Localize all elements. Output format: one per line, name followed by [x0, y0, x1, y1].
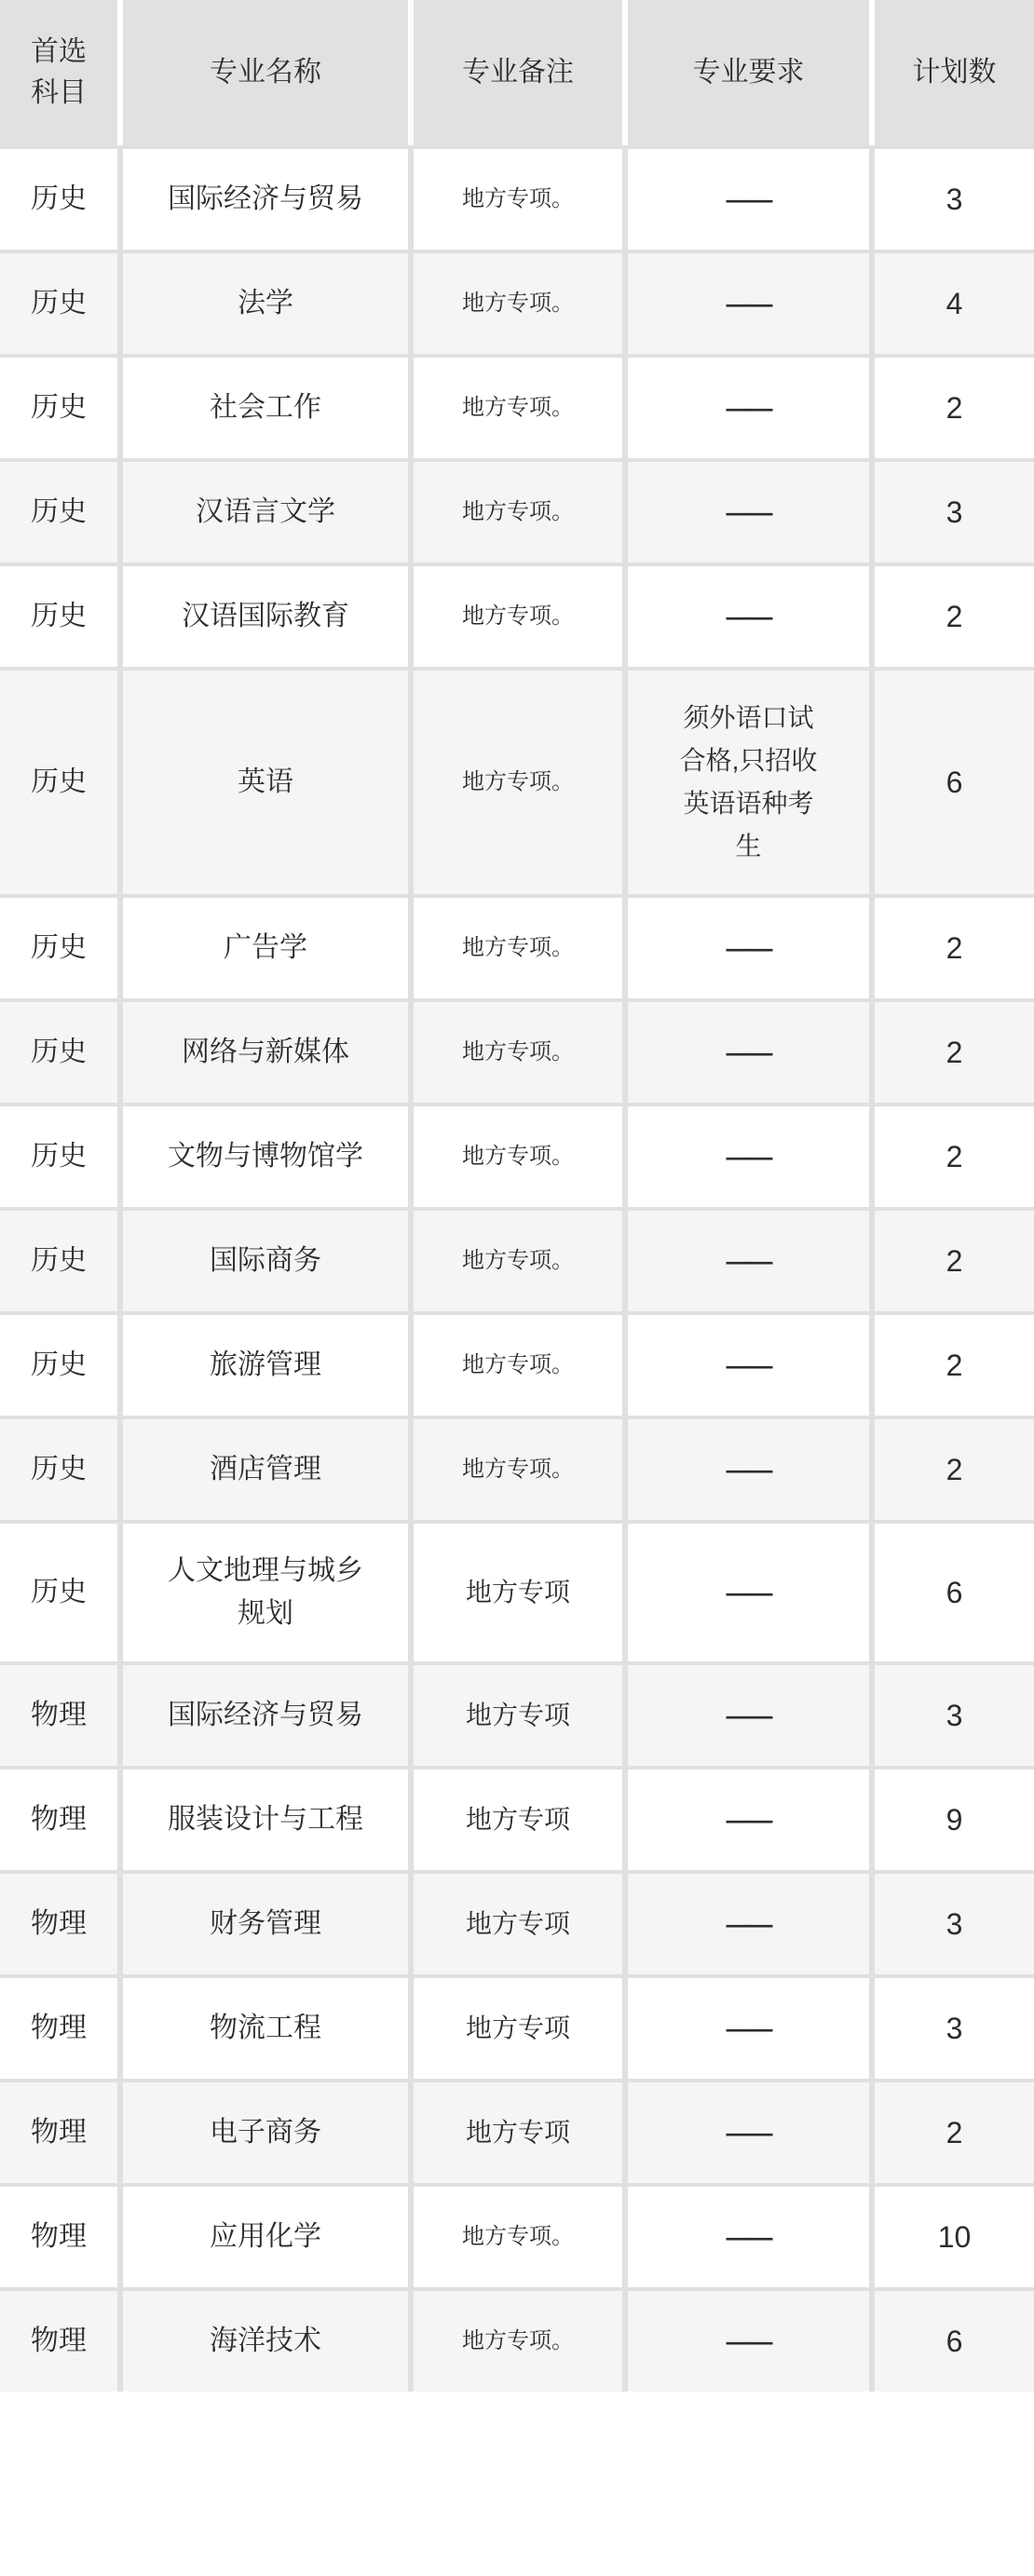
- major-text: 电子商务: [210, 2117, 321, 2148]
- table-row: [0, 358, 1034, 458]
- cell-plan-count: [875, 1769, 1034, 1870]
- remark-text: 地方专项: [465, 1578, 570, 1607]
- major-text: 网络与新媒体: [182, 1037, 349, 1067]
- cell-remark: [414, 898, 622, 998]
- subject-text: 物理: [31, 1700, 87, 1730]
- subject-text: 历史: [31, 288, 87, 319]
- cell-plan-count: [875, 566, 1034, 667]
- remark-text: 地方专项。: [462, 1039, 574, 1064]
- requirement-text: ——: [726, 1579, 771, 1607]
- cell-plan-count: [875, 1106, 1034, 1207]
- table-row: [0, 671, 1034, 894]
- major-text: 国际商务: [210, 1245, 321, 1276]
- cell-requirement: [628, 253, 869, 354]
- requirement-text: ——: [726, 290, 771, 318]
- major-text: 物流工程: [210, 2013, 321, 2043]
- table-row: [0, 1874, 1034, 1974]
- remark-text: 地方专项。: [462, 935, 574, 960]
- subject-text: 历史: [31, 1454, 87, 1485]
- cell-major: [123, 898, 408, 998]
- table-row: [0, 253, 1034, 354]
- major-text: 文物与博物馆学: [168, 1141, 363, 1172]
- cell-subject: [0, 149, 117, 250]
- major-text: 人文地理与城乡规划: [168, 1555, 363, 1629]
- cell-plan-count: [875, 1665, 1034, 1766]
- column-header-major: 专业名称: [123, 0, 408, 145]
- cell-remark: [414, 1315, 622, 1416]
- cell-major: [123, 1002, 408, 1103]
- remark-text: 地方专项。: [462, 1457, 574, 1482]
- subject-text: 历史: [31, 496, 87, 527]
- remark-text: 地方专项。: [462, 769, 574, 794]
- subject-text: 历史: [31, 932, 87, 963]
- table-row: [0, 898, 1034, 998]
- cell-major: [123, 1211, 408, 1311]
- cell-requirement: [628, 898, 869, 998]
- remark-text: 地方专项。: [462, 291, 574, 316]
- subject-text: 物理: [31, 2117, 87, 2148]
- cell-major: [123, 1315, 408, 1416]
- cell-requirement: [628, 1665, 869, 1766]
- major-text: 汉语国际教育: [182, 601, 349, 631]
- major-text: 广告学: [224, 932, 307, 963]
- cell-subject: [0, 462, 117, 563]
- requirement-text: ——: [726, 1247, 771, 1275]
- major-text: 国际经济与贸易: [168, 1700, 363, 1730]
- cell-subject: [0, 898, 117, 998]
- subject-text: 历史: [31, 766, 87, 797]
- cell-remark: [414, 1419, 622, 1520]
- table-row: [0, 1769, 1034, 1870]
- cell-remark: [414, 358, 622, 458]
- remark-text: 地方专项。: [462, 2328, 574, 2353]
- subject-text: 历史: [31, 392, 87, 423]
- cell-requirement: [628, 1211, 869, 1311]
- cell-requirement: [628, 2187, 869, 2287]
- requirement-text: ——: [726, 2014, 771, 2042]
- cell-requirement: [628, 462, 869, 563]
- table-row: [0, 462, 1034, 563]
- cell-plan-count: [875, 1419, 1034, 1520]
- major-text: 社会工作: [210, 392, 321, 423]
- subject-text: 历史: [31, 1245, 87, 1276]
- column-header-subject: 首选科目: [0, 0, 117, 145]
- plan-count-text: 2: [946, 1140, 963, 1173]
- table-row: [0, 2187, 1034, 2287]
- table-row: [0, 1524, 1034, 1661]
- requirement-text: ——: [726, 1456, 771, 1484]
- plan-count-text: 2: [946, 1036, 963, 1069]
- requirement-text: ——: [726, 1806, 771, 1834]
- cell-requirement: [628, 1002, 869, 1103]
- cell-major: [123, 1769, 408, 1870]
- cell-requirement: [628, 149, 869, 250]
- plan-count-text: 2: [946, 1453, 963, 1486]
- cell-plan-count: [875, 358, 1034, 458]
- requirement-text: ——: [726, 1910, 771, 1938]
- subject-text: 物理: [31, 2325, 87, 2356]
- cell-major: [123, 358, 408, 458]
- table-row: [0, 1978, 1034, 2079]
- cell-requirement: [628, 1419, 869, 1520]
- column-header-requirement: 专业要求: [628, 0, 869, 145]
- cell-subject: [0, 2187, 117, 2287]
- cell-remark: [414, 1524, 622, 1661]
- plan-count-text: 3: [946, 495, 963, 529]
- cell-plan-count: [875, 1524, 1034, 1661]
- cell-remark: [414, 253, 622, 354]
- table-row: [0, 1106, 1034, 1207]
- remark-text: 地方专项: [465, 2013, 570, 2042]
- cell-plan-count: [875, 1874, 1034, 1974]
- requirement-text: ——: [726, 603, 771, 630]
- cell-major: [123, 1524, 408, 1661]
- plan-count-text: 2: [946, 1244, 963, 1278]
- cell-remark: [414, 1665, 622, 1766]
- cell-subject: [0, 1769, 117, 1870]
- major-text: 服装设计与工程: [168, 1804, 363, 1835]
- cell-remark: [414, 462, 622, 563]
- cell-remark: [414, 2291, 622, 2392]
- plan-count-text: 6: [946, 2325, 963, 2358]
- plan-count-text: 2: [946, 391, 963, 425]
- subject-text: 物理: [31, 2221, 87, 2252]
- cell-remark: [414, 2082, 622, 2183]
- column-header-plan-count: 计划数: [875, 0, 1034, 145]
- cell-major: [123, 1665, 408, 1766]
- major-text: 酒店管理: [210, 1454, 321, 1485]
- plan-count-text: 3: [946, 2012, 963, 2045]
- cell-remark: [414, 149, 622, 250]
- subject-text: 历史: [31, 1577, 87, 1607]
- cell-plan-count: [875, 2082, 1034, 2183]
- subject-text: 历史: [31, 1141, 87, 1172]
- remark-text: 地方专项。: [462, 1144, 574, 1169]
- cell-subject: [0, 253, 117, 354]
- plan-count-text: 2: [946, 931, 963, 965]
- plan-count-text: 3: [946, 1907, 963, 1941]
- major-text: 法学: [238, 288, 293, 319]
- requirement-text: ——: [726, 1143, 771, 1171]
- cell-subject: [0, 358, 117, 458]
- requirement-text: ——: [726, 1702, 771, 1729]
- cell-major: [123, 1106, 408, 1207]
- cell-major: [123, 566, 408, 667]
- cell-remark: [414, 671, 622, 894]
- cell-plan-count: [875, 1211, 1034, 1311]
- plan-count-text: 10: [937, 2220, 972, 2254]
- plan-count-text: 6: [946, 1576, 963, 1609]
- cell-subject: [0, 1874, 117, 1974]
- cell-requirement: [628, 1874, 869, 1974]
- remark-text: 地方专项。: [462, 1248, 574, 1273]
- table-row: [0, 1002, 1034, 1103]
- subject-text: 物理: [31, 2013, 87, 2043]
- requirement-text: ——: [726, 1038, 771, 1066]
- table-row: [0, 149, 1034, 250]
- cell-major: [123, 671, 408, 894]
- subject-text: 历史: [31, 601, 87, 631]
- subject-text: 历史: [31, 1349, 87, 1380]
- cell-remark: [414, 1106, 622, 1207]
- subject-text: 历史: [31, 183, 87, 214]
- cell-subject: [0, 1315, 117, 1416]
- column-header-remark: 专业备注: [414, 0, 622, 145]
- cell-requirement: [628, 1769, 869, 1870]
- requirement-text: 须外语口试合格,只招收英语语种考生: [679, 703, 818, 861]
- table-row: [0, 2082, 1034, 2183]
- major-text: 旅游管理: [210, 1349, 321, 1380]
- major-text: 应用化学: [210, 2221, 321, 2252]
- cell-plan-count: [875, 1315, 1034, 1416]
- major-text: 财务管理: [210, 1908, 321, 1939]
- cell-requirement: [628, 566, 869, 667]
- cell-requirement: [628, 2082, 869, 2183]
- requirement-text: ——: [726, 2327, 771, 2355]
- requirement-text: ——: [726, 185, 771, 213]
- plan-count-text: 4: [946, 287, 963, 320]
- subject-text: 物理: [31, 1804, 87, 1835]
- cell-remark: [414, 2187, 622, 2287]
- table-header-row: [0, 0, 1034, 145]
- cell-plan-count: [875, 462, 1034, 563]
- cell-remark: [414, 1211, 622, 1311]
- plan-count-text: 2: [946, 2116, 963, 2149]
- requirement-text: ——: [726, 1351, 771, 1379]
- cell-major: [123, 2082, 408, 2183]
- cell-requirement: [628, 358, 869, 458]
- cell-plan-count: [875, 1002, 1034, 1103]
- cell-plan-count: [875, 671, 1034, 894]
- cell-major: [123, 2187, 408, 2287]
- cell-major: [123, 253, 408, 354]
- remark-text: 地方专项。: [462, 603, 574, 629]
- cell-remark: [414, 1978, 622, 2079]
- subject-text: 历史: [31, 1037, 87, 1067]
- major-text: 国际经济与贸易: [168, 183, 363, 214]
- cell-subject: [0, 2291, 117, 2392]
- requirement-text: ——: [726, 498, 771, 526]
- cell-remark: [414, 1769, 622, 1870]
- cell-major: [123, 1874, 408, 1974]
- table-row: [0, 566, 1034, 667]
- cell-subject: [0, 1106, 117, 1207]
- major-text: 英语: [238, 766, 293, 797]
- remark-text: 地方专项: [465, 1909, 570, 1938]
- cell-subject: [0, 1419, 117, 1520]
- remark-text: 地方专项: [465, 1805, 570, 1834]
- table-row: [0, 2291, 1034, 2392]
- requirement-text: ——: [726, 2119, 771, 2147]
- table-body: [0, 145, 1034, 2392]
- remark-text: 地方专项。: [462, 1352, 574, 1377]
- cell-subject: [0, 2082, 117, 2183]
- cell-major: [123, 1419, 408, 1520]
- cell-plan-count: [875, 2291, 1034, 2392]
- major-text: 海洋技术: [210, 2325, 321, 2356]
- plan-count-text: 3: [946, 1699, 963, 1732]
- cell-remark: [414, 566, 622, 667]
- cell-subject: [0, 1524, 117, 1661]
- plan-count-text: 3: [946, 183, 963, 216]
- cell-requirement: [628, 671, 869, 894]
- cell-remark: [414, 1874, 622, 1974]
- cell-subject: [0, 1002, 117, 1103]
- plan-count-text: 6: [946, 766, 963, 799]
- cell-requirement: [628, 1978, 869, 2079]
- cell-plan-count: [875, 898, 1034, 998]
- cell-subject: [0, 1665, 117, 1766]
- table-row: [0, 1665, 1034, 1766]
- remark-text: 地方专项。: [462, 2224, 574, 2249]
- table-row: [0, 1211, 1034, 1311]
- plan-count-text: 9: [946, 1803, 963, 1837]
- cell-subject: [0, 566, 117, 667]
- subject-text: 物理: [31, 1908, 87, 1939]
- cell-major: [123, 2291, 408, 2392]
- remark-text: 地方专项。: [462, 186, 574, 211]
- remark-text: 地方专项。: [462, 395, 574, 420]
- remark-text: 地方专项: [465, 2118, 570, 2147]
- cell-requirement: [628, 2291, 869, 2392]
- cell-plan-count: [875, 2187, 1034, 2287]
- remark-text: 地方专项。: [462, 499, 574, 524]
- cell-requirement: [628, 1315, 869, 1416]
- requirement-text: ——: [726, 394, 771, 422]
- cell-subject: [0, 1211, 117, 1311]
- cell-plan-count: [875, 1978, 1034, 2079]
- cell-requirement: [628, 1524, 869, 1661]
- table-row: [0, 1419, 1034, 1520]
- requirement-text: ——: [726, 2223, 771, 2251]
- cell-subject: [0, 1978, 117, 2079]
- plan-count-text: 2: [946, 600, 963, 633]
- cell-major: [123, 462, 408, 563]
- table-row: [0, 1315, 1034, 1416]
- cell-plan-count: [875, 253, 1034, 354]
- requirement-text: ——: [726, 934, 771, 962]
- major-text: 汉语言文学: [196, 496, 335, 527]
- cell-remark: [414, 1002, 622, 1103]
- cell-subject: [0, 671, 117, 894]
- cell-plan-count: [875, 149, 1034, 250]
- cell-major: [123, 149, 408, 250]
- remark-text: 地方专项: [465, 1701, 570, 1729]
- plan-count-text: 2: [946, 1349, 963, 1382]
- cell-requirement: [628, 1106, 869, 1207]
- cell-major: [123, 1978, 408, 2079]
